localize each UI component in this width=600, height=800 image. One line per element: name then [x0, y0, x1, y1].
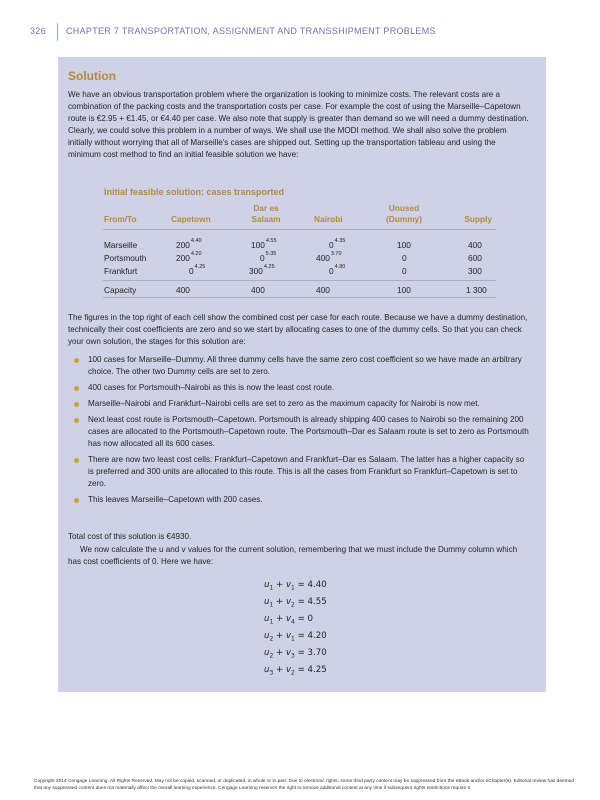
equation-rhs: 0 [307, 614, 314, 624]
header-from-to: From/To [104, 214, 137, 224]
equation-rhs: 4.20 [307, 631, 327, 641]
equation-rhs: 3.70 [307, 648, 327, 658]
cost-coefficient: 4.40 [190, 238, 202, 244]
intro-paragraph: We have an obvious transportation problem where the organization is looking to minimize costs. The relevant costs are a combination of the packing costs and the transportation costs per case. For example the cost of using the Marseille–Capetown route is €2.95 + €1.45, or €4.40 per case. We also note that supply is greater than demand so we will need a dummy destination. Clearly, we could solve this problem in a number of ways. We shall use the MODI method. We shall also solve the problem initially without worrying that all of Marseille's cases are shipped out. Setting up the transportation tableau and using the minimum cost method to find an initial feasible solution we have: [68, 90, 529, 159]
after-table-paragraph: The figures in the top right of each cell show the combined cost per case for each route. Because we have a dummy destination, technically their cost coefficients are zero and so we start by allocating cases to one of the dummy cells. So that you can check your own solution, the stages for this solution are: [68, 313, 528, 346]
capacity-supply-total: 1 300 [466, 285, 487, 295]
bullet-dot-icon [74, 386, 79, 391]
header-dar-line2: Salaam [251, 214, 281, 224]
page-number: 326 [30, 26, 46, 36]
equation-rhs: 4.25 [307, 665, 327, 675]
header-supply: Supply [464, 214, 492, 224]
list-item [72, 382, 530, 394]
list-item [72, 494, 530, 506]
table-rule-bottom [103, 297, 496, 298]
header-nairobi: Nairobi [314, 214, 343, 224]
allocation-value: 100 [251, 240, 265, 250]
list-item-text: This leaves Marseille–Capetown with 200 cases. [88, 495, 263, 504]
cell-marseille-dar [251, 240, 277, 250]
allocation-value: 300 [249, 266, 263, 276]
cost-coefficient: 4.20 [190, 251, 202, 257]
header-unused-line1: Unused [388, 203, 420, 213]
cell-marseille-dummy: 100 [397, 240, 411, 250]
cost-coefficient: 4.25 [263, 264, 275, 270]
allocation-value: 200 [176, 240, 190, 250]
bullet-dot-icon [74, 358, 79, 363]
list-item [72, 414, 530, 450]
bullet-dot-icon [74, 458, 79, 463]
cell-marseille-capetown [176, 240, 202, 250]
cell-portsmouth-capetown [176, 253, 202, 263]
u-index: 2 [269, 635, 274, 643]
cost-coefficient: 4.35 [334, 238, 346, 244]
u-index: 1 [269, 601, 274, 609]
list-item-text: 100 cases for Marseille–Dummy. All three dummy cells have the same zero cost coefficient so we have made an arbitrary choice. The other two Dummy cells are set to zero. [88, 355, 522, 376]
cost-coefficient: 4.55 [265, 238, 277, 244]
row-label-portsmouth: Portsmouth [104, 253, 147, 263]
allocation-value: 0 [260, 253, 265, 263]
list-item-text: Next least cost route is Portsmouth–Capetown. Portsmouth is already shipping 400 cases to Nairobi so the remaining 200 cases are allocated to the Portsmouth–Capetown route. The Portsmouth–Dar es Salaam route is set to zero as Portsmouth has now allocated all its 600 cases. [88, 415, 529, 448]
equation-2: $u_1 + v_2 = 4.55$ [264, 597, 327, 609]
cell-marseille-supply: 400 [468, 240, 482, 250]
capacity-dummy: 100 [397, 285, 411, 295]
capacity-dar: 400 [251, 285, 265, 295]
list-item [72, 454, 530, 490]
allocation-value: 0 [329, 266, 334, 276]
row-label-marseille: Marseille [104, 240, 138, 250]
row-label-capacity: Capacity [104, 285, 137, 295]
table-rule-top [103, 229, 496, 230]
header-dar-line1: Dar es [253, 203, 279, 213]
capacity-capetown: 400 [176, 285, 190, 295]
solution-heading: Solution [68, 69, 116, 83]
cell-portsmouth-dummy: 0 [402, 253, 407, 263]
cell-frankfurt-nairobi [329, 266, 345, 276]
header-divider [57, 23, 58, 41]
list-item [72, 398, 530, 410]
header-unused-line2: (Dummy) [386, 214, 422, 224]
capacity-nairobi: 400 [316, 285, 330, 295]
list-item-text: There are now two least cost cells: Frankfurt–Capetown and Frankfurt–Dar es Salaam. The latter has a higher capacity so is preferred and 300 units are allocated to this route. This is all the cases from Frankfurt so Frankfurt–Capetown is set to zero. [88, 455, 525, 488]
v-index: 1 [291, 584, 295, 592]
cell-frankfurt-capetown [189, 266, 205, 276]
u-index: 1 [269, 584, 274, 592]
list-item-text: 400 cases for Portsmouth–Nairobi as this is now the least cost route. [88, 383, 335, 392]
equation-6: $u_3 + v_2 = 4.25$ [264, 665, 327, 677]
allocation-value: 200 [176, 253, 190, 263]
v-index: 2 [291, 601, 295, 609]
cell-portsmouth-dar [260, 253, 276, 263]
u-index: 3 [269, 669, 274, 677]
bullet-dot-icon [74, 418, 79, 423]
table-rule-mid [103, 280, 496, 281]
v-index: 3 [291, 652, 295, 660]
cost-coefficient: 4.80 [334, 264, 346, 270]
cell-portsmouth-nairobi [316, 253, 342, 263]
v-index: 2 [291, 669, 295, 677]
total-cost-line: Total cost of this solution is €4930. [68, 532, 192, 541]
running-header [30, 26, 580, 40]
equation-rhs: 4.40 [307, 580, 327, 590]
header-capetown: Capetown [171, 214, 211, 224]
v-index: 4 [291, 618, 295, 626]
uv-paragraph: We now calculate the u and v values for the current solution, remembering that we must include the Dummy column which has cost coefficients of 0. Here we have: [68, 545, 518, 566]
cell-marseille-nairobi [329, 240, 345, 250]
copyright-footer: Copyright 2014 Cengage Learning. All Rights Reserved. May not be copied, scanned, or duplicated, in whole or in part. Due to electronic rights, some third party content may be suppressed from the eBook and/or eChapter(s). Editorial review has deemed that any suppressed content does not materially affect the overall learning experience. Cengage Learning reserves the right to remove additional content at any time if subsequent rights restrictions require it. [34, 779, 574, 791]
bullet-dot-icon [74, 402, 79, 407]
table-title: Initial feasible solution: cases transported [104, 187, 285, 197]
cell-portsmouth-supply: 600 [468, 253, 482, 263]
row-label-frankfurt: Frankfurt [104, 266, 138, 276]
cell-frankfurt-dar [249, 266, 275, 276]
solution-steps-list [72, 354, 530, 510]
cost-coefficient: 5.35 [265, 251, 277, 257]
equation-5: $u_2 + v_3 = 3.70$ [264, 648, 327, 660]
cell-frankfurt-dummy: 0 [402, 266, 407, 276]
v-index: 1 [291, 635, 295, 643]
equation-4: $u_2 + v_1 = 4.20$ [264, 631, 327, 643]
u-index: 2 [269, 652, 274, 660]
allocation-value: 400 [316, 253, 330, 263]
chapter-title: CHAPTER 7 TRANSPORTATION, ASSIGNMENT AND TRANSSHIPMENT PROBLEMS [66, 26, 436, 36]
cell-frankfurt-supply: 300 [468, 266, 482, 276]
bullet-dot-icon [74, 498, 79, 503]
cost-coefficient: 4.25 [194, 264, 206, 270]
list-item-text: Marseille–Nairobi and Frankfurt–Nairobi cells are set to zero as the maximum capacity for Nairobi is now met. [88, 399, 480, 408]
equation-rhs: 4.55 [307, 597, 327, 607]
u-index: 1 [269, 618, 274, 626]
cost-coefficient: 3.70 [330, 251, 342, 257]
list-item [72, 354, 530, 378]
equation-1: $u_1 + v_1 = 4.40$ [264, 580, 327, 592]
equation-3: $u_1 + v_4 = 0$ [264, 614, 314, 626]
allocation-value: 0 [329, 240, 334, 250]
allocation-value: 0 [189, 266, 194, 276]
